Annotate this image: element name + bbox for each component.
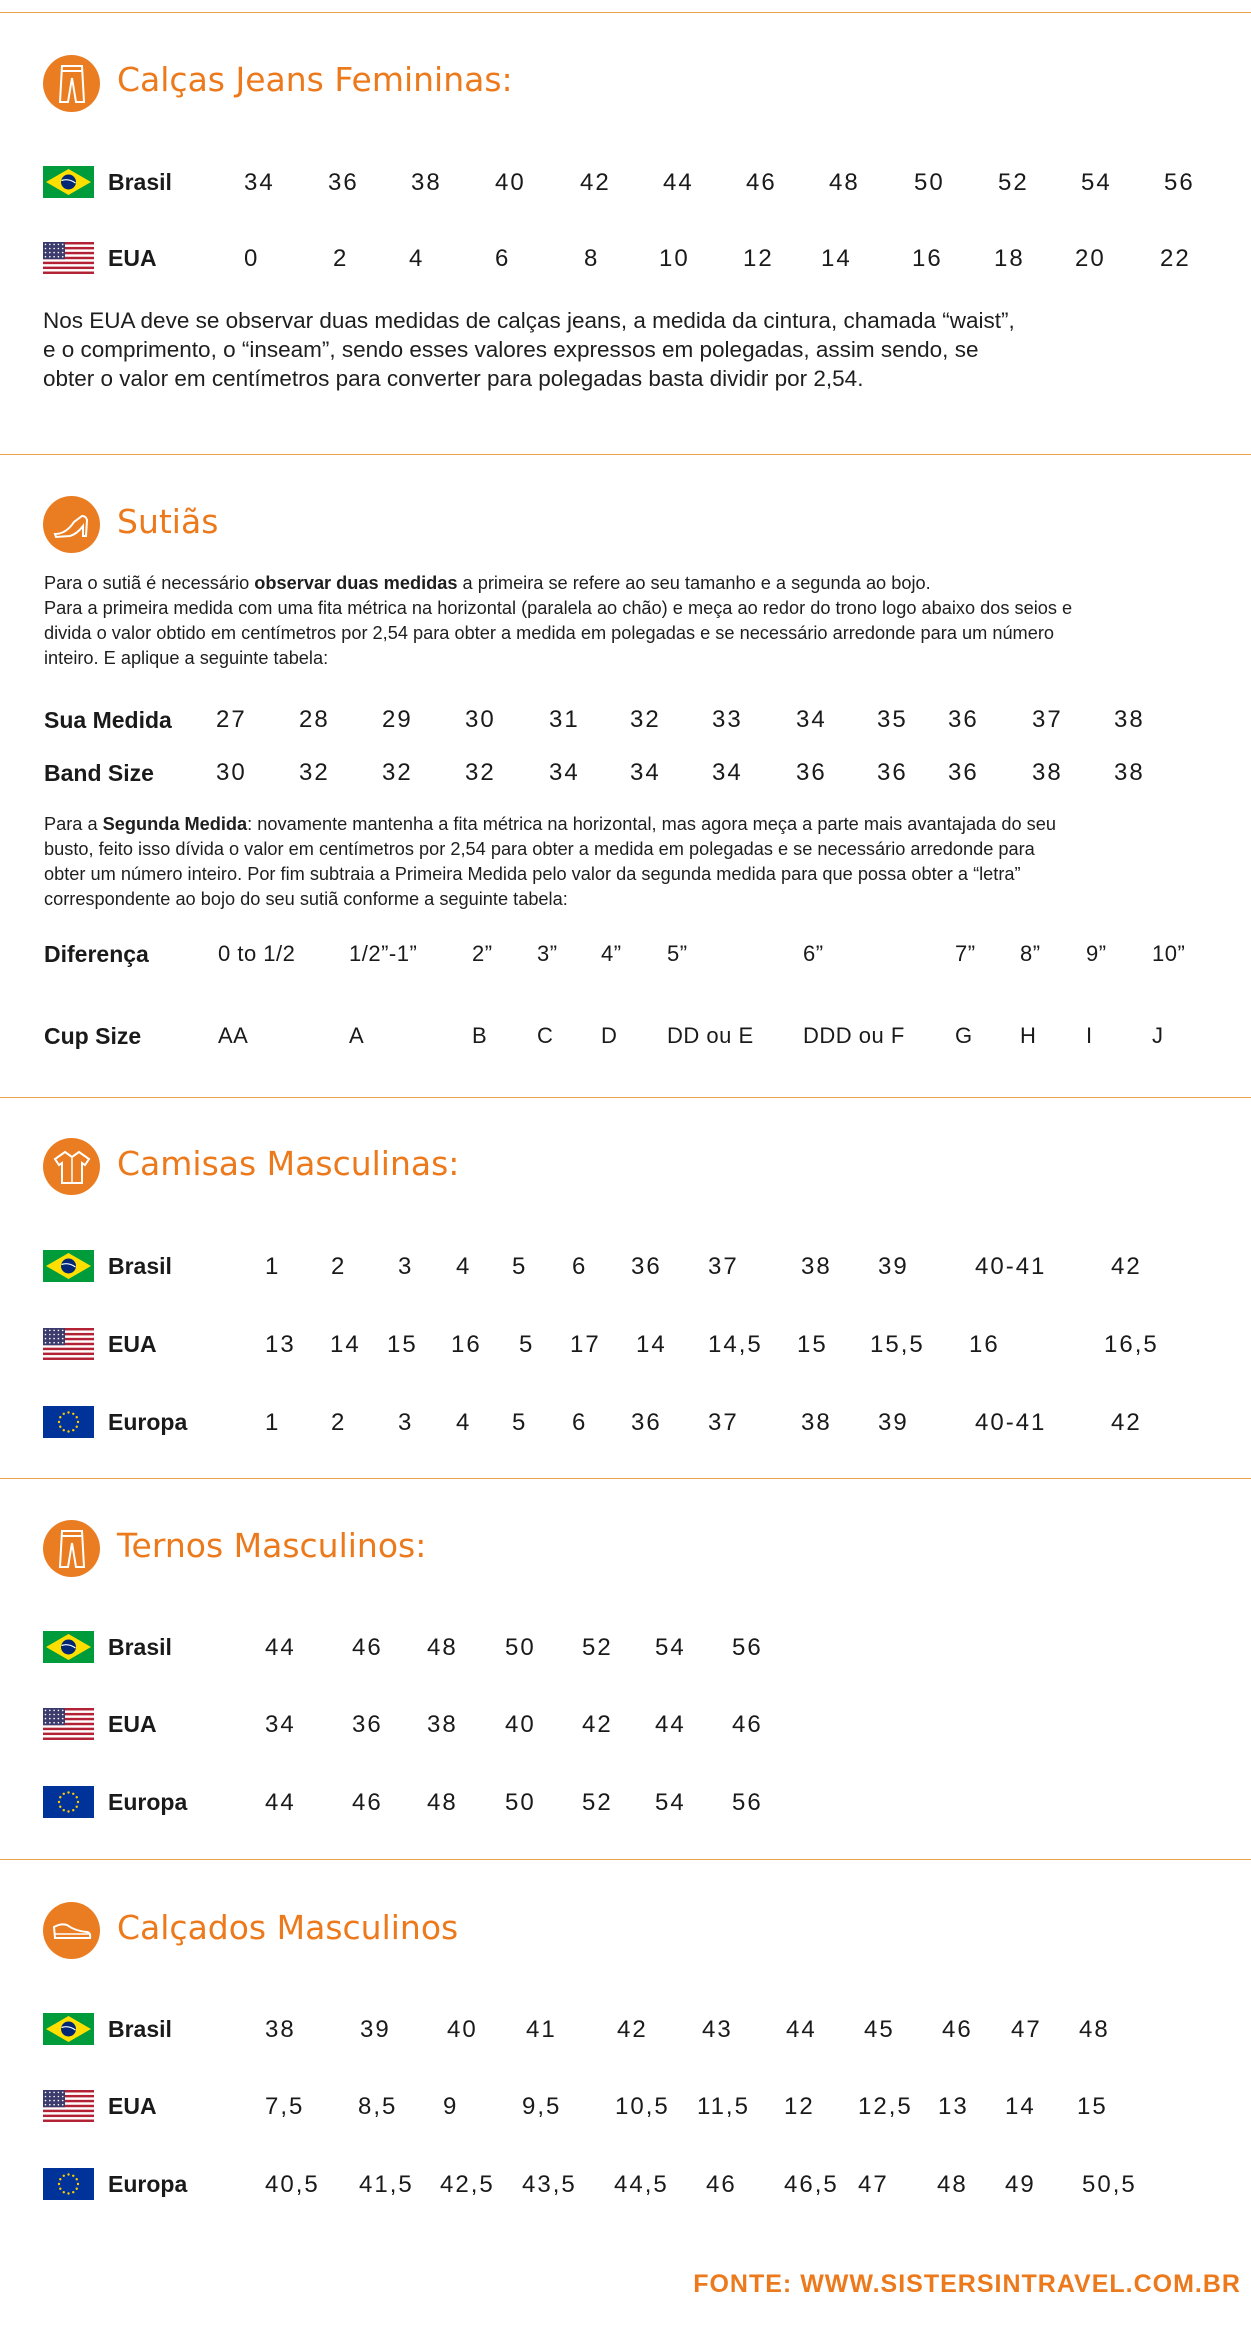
bra-value: A bbox=[349, 1023, 365, 1048]
bra-value: 2” bbox=[472, 941, 493, 966]
size-value: 46 bbox=[942, 2016, 973, 2043]
size-value: 17 bbox=[570, 1331, 601, 1358]
bra-value: DDD ou F bbox=[803, 1023, 905, 1048]
size-value: 50 bbox=[914, 169, 945, 196]
section-divider bbox=[0, 1859, 1251, 1860]
brazil-flag-icon bbox=[43, 1631, 94, 1663]
row-label: Sua Medida bbox=[44, 707, 172, 733]
size-value: 56 bbox=[732, 1789, 763, 1816]
country-label: Europa bbox=[108, 1409, 188, 1435]
size-value: 47 bbox=[1011, 2016, 1042, 2043]
section-title-bras: Sutiãs bbox=[117, 502, 219, 541]
size-value: 43 bbox=[702, 2016, 733, 2043]
size-value: 44 bbox=[265, 1634, 296, 1661]
bra-value: 32 bbox=[299, 759, 330, 786]
size-row-eua bbox=[0, 236, 1251, 276]
size-value: 2 bbox=[333, 245, 349, 272]
size-value: 37 bbox=[708, 1253, 739, 1280]
bra-value: 4” bbox=[601, 941, 622, 966]
bra-value: 36 bbox=[877, 759, 908, 786]
bra-row-band-size bbox=[0, 750, 1251, 790]
section-title-shirts: Camisas Masculinas: bbox=[117, 1144, 460, 1183]
size-value: 52 bbox=[998, 169, 1029, 196]
bra-value: 34 bbox=[549, 759, 580, 786]
size-value: 6 bbox=[495, 245, 511, 272]
size-row-europa bbox=[0, 1400, 1251, 1440]
size-value: 46 bbox=[732, 1711, 763, 1738]
bra-value: 33 bbox=[712, 706, 743, 733]
size-value: 44 bbox=[265, 1789, 296, 1816]
size-value: 36 bbox=[328, 169, 359, 196]
section-title-suits: Ternos Masculinos: bbox=[117, 1526, 427, 1565]
bra-value: 34 bbox=[796, 706, 827, 733]
size-value: 13 bbox=[265, 1331, 296, 1358]
size-value: 6 bbox=[572, 1253, 588, 1280]
size-value: 1 bbox=[265, 1253, 281, 1280]
bra-value: J bbox=[1152, 1023, 1164, 1048]
bra-value: 29 bbox=[382, 706, 413, 733]
bra-value: 32 bbox=[630, 706, 661, 733]
size-value: 47 bbox=[858, 2171, 889, 2198]
size-value: 22 bbox=[1160, 245, 1191, 272]
country-label: EUA bbox=[108, 245, 157, 271]
size-value: 39 bbox=[878, 1409, 909, 1436]
size-value: 4 bbox=[456, 1253, 472, 1280]
size-row-brasil bbox=[0, 1244, 1251, 1284]
bra-value: 38 bbox=[1114, 706, 1145, 733]
row-label: Band Size bbox=[44, 760, 154, 786]
bra-row-sua-medida bbox=[0, 697, 1251, 737]
bra-value: 37 bbox=[1032, 706, 1063, 733]
bra-value: 5” bbox=[667, 941, 688, 966]
size-value: 16 bbox=[451, 1331, 482, 1358]
size-value: 4 bbox=[456, 1409, 472, 1436]
size-value: 42 bbox=[617, 2016, 648, 2043]
size-value: 46 bbox=[352, 1789, 383, 1816]
bra-row-diferença bbox=[0, 931, 1251, 971]
usa-flag-icon bbox=[43, 242, 94, 274]
bra-value: 9” bbox=[1086, 941, 1107, 966]
size-row-eua bbox=[0, 2084, 1251, 2124]
top-divider bbox=[0, 12, 1251, 13]
usa-flag-icon bbox=[43, 1708, 94, 1740]
size-value: 12 bbox=[784, 2093, 815, 2120]
source-footer: FONTE: WWW.SISTERSINTRAVEL.COM.BR bbox=[693, 2270, 1241, 2298]
size-value: 13 bbox=[938, 2093, 969, 2120]
bra-value: 6” bbox=[803, 941, 824, 966]
size-value: 50,5 bbox=[1082, 2171, 1137, 2198]
size-value: 8,5 bbox=[358, 2093, 398, 2120]
size-value: 5 bbox=[519, 1331, 535, 1358]
size-value: 46,5 bbox=[784, 2171, 839, 2198]
country-label: EUA bbox=[108, 2093, 157, 2119]
size-row-europa bbox=[0, 1780, 1251, 1820]
size-value: 45 bbox=[864, 2016, 895, 2043]
size-value: 3 bbox=[398, 1253, 414, 1280]
bra-value: B bbox=[472, 1023, 488, 1048]
bra-value: 34 bbox=[630, 759, 661, 786]
size-value: 12,5 bbox=[858, 2093, 913, 2120]
size-value: 39 bbox=[360, 2016, 391, 2043]
bra-value: G bbox=[955, 1023, 973, 1048]
bra-value: 35 bbox=[877, 706, 908, 733]
eu-flag-icon bbox=[43, 1406, 94, 1438]
bra-value: 8” bbox=[1020, 941, 1041, 966]
country-label: EUA bbox=[108, 1711, 157, 1737]
size-value: 40 bbox=[447, 2016, 478, 2043]
bras-second-measure: Para a Segunda Medida: novamente mantenha a fita métrica na horizontal, mas agora meça a parte mais avantajada do seu busto, feito isso dívida o valor em centímetros por 2,54 para obter a medida em polegadas e se necessário arredonde para obter um número inteiro. Por fim subtraia a Primeira Medida pelo valor da segunda medida para que possa obter a “letra” correspondente ao bojo do seu sutiã conforme a seguinte tabela: bbox=[44, 814, 1056, 909]
size-value: 42 bbox=[1111, 1409, 1142, 1436]
bra-value: 34 bbox=[712, 759, 743, 786]
size-value: 49 bbox=[1005, 2171, 1036, 2198]
bra-value: D bbox=[601, 1023, 618, 1048]
size-value: 1 bbox=[265, 1409, 281, 1436]
size-value: 46 bbox=[352, 1634, 383, 1661]
country-label: Europa bbox=[108, 1789, 188, 1815]
size-value: 38 bbox=[427, 1711, 458, 1738]
size-value: 16,5 bbox=[1104, 1331, 1159, 1358]
size-value: 2 bbox=[331, 1253, 347, 1280]
bra-value: 28 bbox=[299, 706, 330, 733]
size-value: 41,5 bbox=[359, 2171, 414, 2198]
section-divider bbox=[0, 454, 1251, 455]
size-value: 14 bbox=[821, 245, 852, 272]
size-value: 50 bbox=[505, 1789, 536, 1816]
size-value: 40-41 bbox=[975, 1253, 1047, 1280]
eu-flag-icon bbox=[43, 1786, 94, 1818]
section-title-jeans: Calças Jeans Femininas: bbox=[117, 60, 513, 99]
section-title-shoes: Calçados Masculinos bbox=[117, 1908, 459, 1947]
size-value: 52 bbox=[582, 1634, 613, 1661]
bra-value: 36 bbox=[948, 759, 979, 786]
size-value: 48 bbox=[427, 1634, 458, 1661]
country-label: Europa bbox=[108, 2171, 188, 2197]
size-value: 56 bbox=[732, 1634, 763, 1661]
size-value: 48 bbox=[937, 2171, 968, 2198]
bra-value: AA bbox=[218, 1023, 249, 1048]
size-value: 36 bbox=[631, 1409, 662, 1436]
size-value: 2 bbox=[331, 1409, 347, 1436]
size-value: 38 bbox=[265, 2016, 296, 2043]
size-value: 10,5 bbox=[615, 2093, 670, 2120]
bra-value: 31 bbox=[549, 706, 580, 733]
size-value: 7,5 bbox=[265, 2093, 305, 2120]
bra-value: 1/2”-1” bbox=[349, 941, 418, 966]
size-value: 15 bbox=[1077, 2093, 1108, 2120]
country-label: Brasil bbox=[108, 1253, 172, 1279]
size-value: 44 bbox=[655, 1711, 686, 1738]
size-value: 15 bbox=[387, 1331, 418, 1358]
size-value: 0 bbox=[244, 245, 260, 272]
size-value: 39 bbox=[878, 1253, 909, 1280]
bra-value: 30 bbox=[465, 706, 496, 733]
bra-value: 10” bbox=[1152, 941, 1186, 966]
size-value: 3 bbox=[398, 1409, 414, 1436]
size-value: 42 bbox=[580, 169, 611, 196]
bra-value: 32 bbox=[465, 759, 496, 786]
size-row-europa bbox=[0, 2162, 1251, 2202]
size-value: 37 bbox=[708, 1409, 739, 1436]
size-value: 14 bbox=[1005, 2093, 1036, 2120]
size-value: 12 bbox=[743, 245, 774, 272]
size-value: 8 bbox=[584, 245, 600, 272]
size-value: 14 bbox=[330, 1331, 361, 1358]
size-value: 48 bbox=[427, 1789, 458, 1816]
size-row-brasil bbox=[0, 2007, 1251, 2047]
size-value: 42 bbox=[1111, 1253, 1142, 1280]
bra-value: DD ou E bbox=[667, 1023, 754, 1048]
bra-value: 32 bbox=[382, 759, 413, 786]
size-value: 41 bbox=[526, 2016, 557, 2043]
size-value: 40-41 bbox=[975, 1409, 1047, 1436]
bra-value: 3” bbox=[537, 941, 558, 966]
bra-value: 27 bbox=[216, 706, 247, 733]
pants-icon bbox=[43, 1520, 100, 1577]
usa-flag-icon bbox=[43, 1328, 94, 1360]
row-label: Cup Size bbox=[44, 1023, 142, 1049]
size-value: 10 bbox=[659, 245, 690, 272]
bra-value: 38 bbox=[1032, 759, 1063, 786]
size-value: 38 bbox=[411, 169, 442, 196]
size-value: 43,5 bbox=[522, 2171, 577, 2198]
row-label: Diferença bbox=[44, 941, 149, 967]
size-value: 44 bbox=[663, 169, 694, 196]
usa-flag-icon bbox=[43, 2090, 94, 2122]
size-value: 5 bbox=[512, 1253, 528, 1280]
size-value: 44,5 bbox=[614, 2171, 669, 2198]
size-value: 36 bbox=[352, 1711, 383, 1738]
size-row-eua bbox=[0, 1702, 1251, 1742]
shirt-icon bbox=[43, 1138, 100, 1195]
bra-row-cup-size bbox=[0, 1013, 1251, 1053]
size-value: 11,5 bbox=[697, 2093, 750, 2120]
jeans-note: Nos EUA deve se observar duas medidas de calças jeans, a medida da cintura, chamada “waist”, e o comprimento, o “inseam”, sendo esses valores expressos em polegadas, assim sendo, se obter o valor em centímetros para converter para polegadas basta dividir por 2,54. bbox=[43, 308, 1015, 391]
size-row-eua bbox=[0, 1322, 1251, 1362]
size-value: 18 bbox=[994, 245, 1025, 272]
size-value: 34 bbox=[265, 1711, 296, 1738]
bra-value: 30 bbox=[216, 759, 247, 786]
size-value: 16 bbox=[969, 1331, 1000, 1358]
size-value: 20 bbox=[1075, 245, 1106, 272]
size-value: 48 bbox=[1079, 2016, 1110, 2043]
size-value: 48 bbox=[829, 169, 860, 196]
country-label: Brasil bbox=[108, 169, 172, 195]
brazil-flag-icon bbox=[43, 166, 94, 198]
size-value: 15 bbox=[797, 1331, 828, 1358]
size-value: 46 bbox=[746, 169, 777, 196]
size-value: 42,5 bbox=[440, 2171, 495, 2198]
bra-value: I bbox=[1086, 1023, 1093, 1048]
size-value: 9 bbox=[443, 2093, 459, 2120]
brazil-flag-icon bbox=[43, 1250, 94, 1282]
size-value: 34 bbox=[244, 169, 275, 196]
size-value: 6 bbox=[572, 1409, 588, 1436]
size-value: 56 bbox=[1164, 169, 1195, 196]
size-value: 50 bbox=[505, 1634, 536, 1661]
brazil-flag-icon bbox=[43, 2013, 94, 2045]
size-value: 9,5 bbox=[522, 2093, 562, 2120]
country-label: EUA bbox=[108, 1331, 157, 1357]
size-value: 14,5 bbox=[708, 1331, 763, 1358]
bra-value: 7” bbox=[955, 941, 976, 966]
size-value: 54 bbox=[655, 1634, 686, 1661]
size-row-brasil bbox=[0, 160, 1251, 200]
size-value: 40 bbox=[505, 1711, 536, 1738]
high-heel-icon bbox=[43, 496, 100, 553]
section-divider bbox=[0, 1097, 1251, 1098]
size-value: 54 bbox=[655, 1789, 686, 1816]
country-label: Brasil bbox=[108, 2016, 172, 2042]
bra-value: 36 bbox=[796, 759, 827, 786]
bra-value: 36 bbox=[948, 706, 979, 733]
size-value: 5 bbox=[512, 1409, 528, 1436]
size-value: 52 bbox=[582, 1789, 613, 1816]
section-divider bbox=[0, 1478, 1251, 1479]
size-value: 44 bbox=[786, 2016, 817, 2043]
size-value: 40,5 bbox=[265, 2171, 320, 2198]
pants-icon bbox=[43, 55, 100, 112]
bra-value: 0 to 1/2 bbox=[218, 941, 296, 966]
bra-value: 38 bbox=[1114, 759, 1145, 786]
size-value: 40 bbox=[495, 169, 526, 196]
bras-intro: Para o sutiã é necessário observar duas medidas a primeira se refere ao seu tamanho e a segunda ao bojo. Para a primeira medida com uma fita métrica na horizontal (paralela ao chão) e meça ao redor do trono logo abaixo dos seios e divida o valor obtido em centímetros por 2,54 para obter a medida em polegadas e se necessário arredonde para um número inteiro. E aplique a seguinte tabela: bbox=[44, 573, 1073, 668]
size-value: 54 bbox=[1081, 169, 1112, 196]
size-value: 14 bbox=[636, 1331, 667, 1358]
size-value: 4 bbox=[409, 245, 425, 272]
size-value: 36 bbox=[631, 1253, 662, 1280]
size-value: 38 bbox=[801, 1409, 832, 1436]
size-value: 16 bbox=[912, 245, 943, 272]
size-row-brasil bbox=[0, 1625, 1251, 1665]
size-value: 42 bbox=[582, 1711, 613, 1738]
eu-flag-icon bbox=[43, 2168, 94, 2200]
bra-value: H bbox=[1020, 1023, 1037, 1048]
bra-value: C bbox=[537, 1023, 554, 1048]
size-value: 15,5 bbox=[870, 1331, 925, 1358]
shoe-icon bbox=[43, 1902, 100, 1959]
size-value: 46 bbox=[706, 2171, 737, 2198]
country-label: Brasil bbox=[108, 1634, 172, 1660]
size-value: 38 bbox=[801, 1253, 832, 1280]
